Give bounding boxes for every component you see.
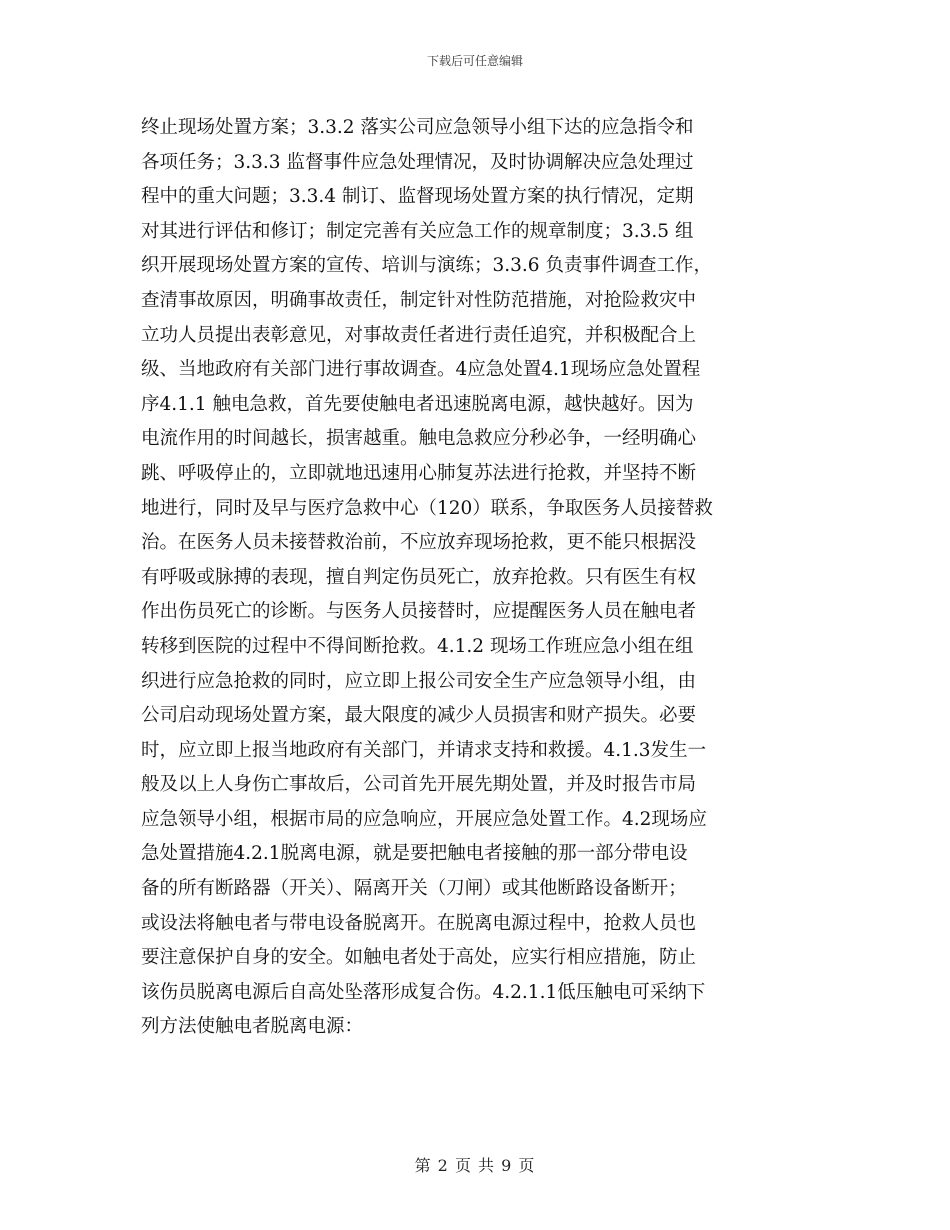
text-line: 终止现场处置方案；3.3.2 落实公司应急领导小组下达的应急指令和 (141, 117, 694, 138)
text-line: 有呼吸或脉搏的表现，擅自判定伤员死亡，放弃抢救。只有医生有权 (141, 566, 697, 588)
header-note: 下载后可任意编辑 (426, 54, 523, 68)
text-line: 列方法使触电者脱离电源： (141, 1016, 364, 1038)
page-number-footer: 第 2 页 共 9 页 (414, 1156, 536, 1175)
text-line: 备的所有断路器（开关）、隔离开关（刀闸）或其他断路设备断开； (141, 878, 687, 900)
text-line: 般及以上人身伤亡事故后，公司首先开展先期处置，并及时报告市局 (141, 774, 697, 796)
text-line: 立功人员提出表彰意见，对事故责任者进行责任追究，并积极配合上 (141, 324, 697, 346)
text-line: 急处置措施4.2.1脱离电源，就是要把触电者接触的那一部分带电设 (141, 843, 688, 865)
text-line: 序4.1.1 触电急救，首先要使触电者迅速脱离电源，越快越好。因为 (141, 393, 694, 415)
text-line: 织开展现场处置方案的宣传、培训与演练；3.3.6 负责事件调查工作， (141, 255, 712, 277)
text-line: 该伤员脱离电源后自高处坠落形成复合伤。4.2.1.1低压触电可采纳下 (141, 981, 706, 1003)
text-line: 或设法将触电者与带电设备脱离开。在脱离电源过程中，抢救人员也 (141, 912, 697, 934)
text-line: 公司启动现场处置方案，最大限度的减少人员损害和财产损失。必要 (141, 705, 697, 727)
text-line: 各项任务；3.3.3 监督事件应急处理情况，及时协调解决应急处理过 (141, 151, 694, 173)
text-line: 电流作用的时间越长，损害越重。触电急救应分秒必争，一经明确心 (141, 428, 697, 450)
text-line: 地进行，同时及早与医疗急救中心（120）联系，争取医务人员接替救 (141, 497, 713, 519)
text-line: 要注意保护自身的安全。如触电者处于高处，应实行相应措施，防止 (141, 947, 697, 969)
text-line: 治。在医务人员未接替救治前，不应放弃现场抢救，更不能只根据没 (141, 532, 697, 554)
text-line: 对其进行评估和修订；制定完善有关应急工作的规章制度；3.3.5 组 (141, 220, 694, 242)
text-line: 跳、呼吸停止的，立即就地迅速用心肺复苏法进行抢救，并坚持不断 (141, 462, 697, 484)
document-body (141, 111, 806, 1045)
text-line: 织进行应急抢救的同时，应立即上报公司安全生产应急领导小组，由 (141, 670, 697, 692)
text-line: 转移到医院的过程中不得间断抢救。4.1.2 现场工作班应急小组在组 (141, 635, 694, 657)
text-line: 作出伤员死亡的诊断。与医务人员接替时，应提醒医务人员在触电者 (141, 601, 697, 623)
text-line: 查清事故原因，明确事故责任，制定针对性防范措施，对抢险救灾中 (141, 289, 697, 311)
text-line: 级、当地政府有关部门进行事故调查。4应急处置4.1现场应急处置程 (141, 359, 701, 381)
text-line: 应急领导小组，根据市局的应急响应，开展应急处置工作。4.2现场应 (141, 808, 707, 830)
text-line: 时，应立即上报当地政府有关部门，并请求支持和救援。4.1.3发生一 (141, 739, 707, 761)
text-line: 程中的重大问题；3.3.4 制订、监督现场处置方案的执行情况，定期 (141, 186, 694, 208)
